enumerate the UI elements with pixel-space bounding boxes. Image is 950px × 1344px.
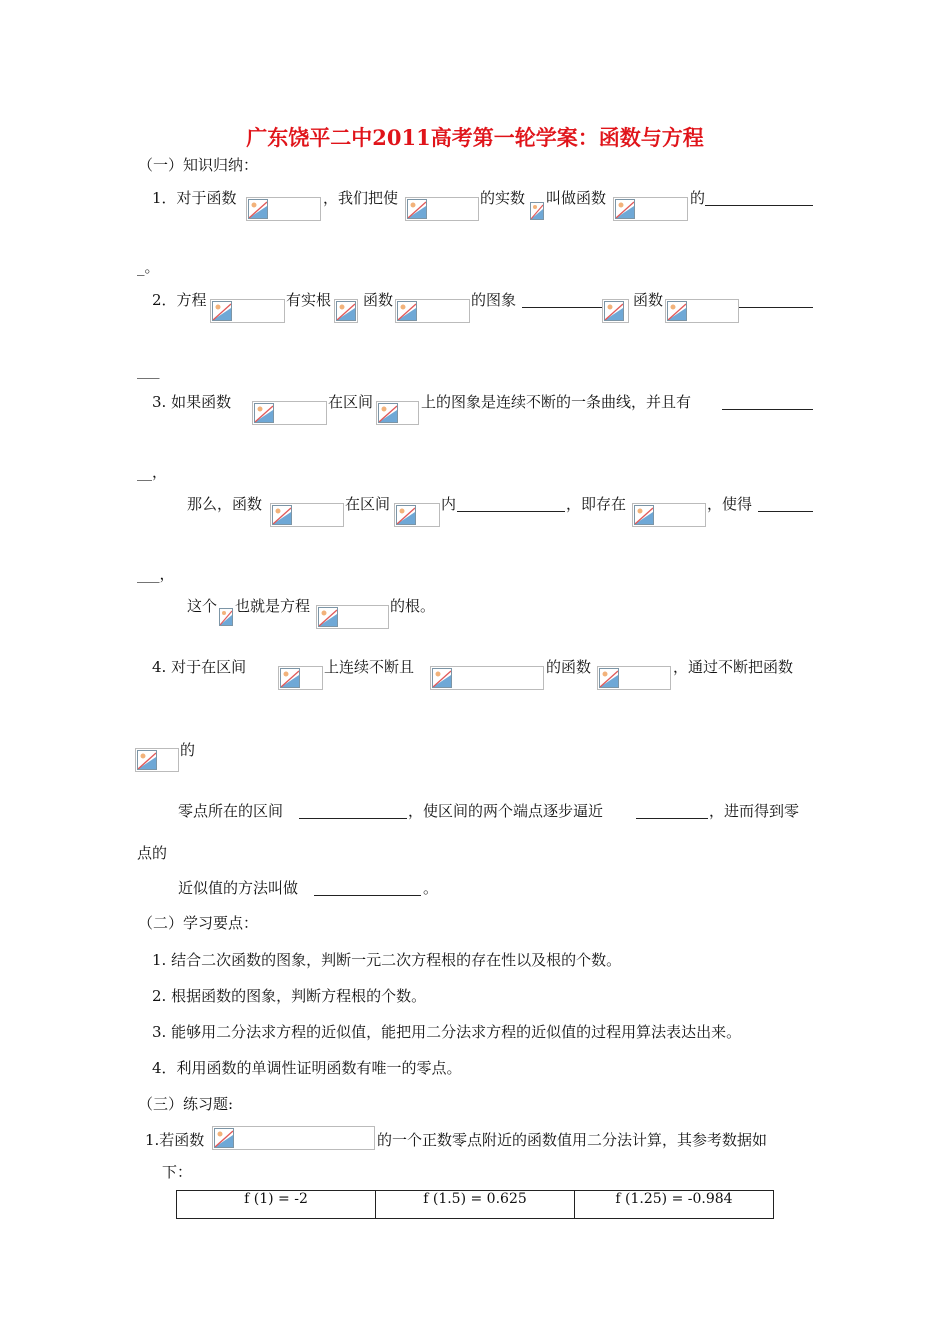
key-point: 1. 结合二次函数的图象，判断一元二次方程根的存在性以及根的个数。 [152, 951, 622, 969]
q2-text-e: 函数 [633, 291, 664, 309]
broken-image-icon [137, 750, 157, 770]
blank-line [457, 511, 565, 512]
broken-image-icon [248, 199, 268, 219]
blank-line [739, 307, 813, 308]
q4-text-j: 近似值的方法叫做 [178, 879, 299, 897]
table-cell: f (1.25) = -0.984 [575, 1191, 774, 1219]
broken-image-icon [407, 199, 427, 219]
broken-image-icon [336, 301, 356, 321]
section-heading-knowledge: （一）知识归纳： [138, 156, 259, 174]
formula-image [395, 299, 470, 323]
table-cell: f (1) = -2 [177, 1191, 376, 1219]
broken-image-icon [219, 608, 233, 626]
q3-text-e: 在区间 [345, 495, 391, 513]
blank-line [636, 818, 708, 819]
q1-tail: _。 [137, 258, 160, 276]
q3-text-g: ，即存在 [566, 495, 627, 513]
blank-line [722, 409, 813, 410]
formula-image [665, 299, 739, 323]
formula-image [613, 197, 688, 221]
q2-text-c: 函数 [363, 291, 394, 309]
broken-image-icon [397, 301, 417, 321]
broken-image-icon [318, 607, 338, 627]
formula-image [405, 197, 479, 221]
broken-image-icon [604, 301, 624, 321]
broken-image-icon [667, 301, 687, 321]
q2-text-d: 的图象 [471, 291, 517, 309]
exercise-text-b: 的一个正数零点附近的函数值用二分法计算，其参考数据如 [377, 1131, 768, 1149]
broken-image-icon [272, 505, 292, 525]
q2-tail: ___ [137, 361, 160, 379]
broken-image-icon [212, 301, 232, 321]
formula-image [270, 503, 344, 527]
formula-image [252, 401, 327, 425]
q4-text-f: 零点所在的区间 [178, 802, 284, 820]
q4-text-b: 上连续不断且 [324, 658, 415, 676]
broken-image-icon [432, 668, 452, 688]
formula-image [632, 503, 706, 527]
blank-line [299, 818, 407, 819]
table-cell: f (1.5) = 0.625 [376, 1191, 575, 1219]
key-point: 2. 根据函数的图象，判断方程根的个数。 [152, 987, 427, 1005]
q4-text-k: 。 [423, 879, 439, 897]
q1-text-d: 叫做函数 [546, 189, 607, 207]
q4-text-c: 的函数 [546, 658, 592, 676]
formula-image [278, 666, 323, 690]
exercise-text-a: 1.若函数 [145, 1131, 205, 1149]
q3-text-d: 那么，函数 [187, 495, 263, 513]
q3-text-b: 在区间 [328, 393, 374, 411]
q4-text-h: ，进而得到零 [709, 802, 800, 820]
formula-image [430, 666, 544, 690]
broken-image-icon [615, 199, 635, 219]
q2-text-b: 有实根 [286, 291, 332, 309]
q4-text-e: 的 [180, 741, 196, 759]
q3-tail2: ___， [137, 565, 175, 583]
broken-image-icon [634, 505, 654, 525]
formula-image [334, 299, 358, 323]
page-title: 广东饶平二中2011高考第一轮学案：函数与方程 [246, 125, 704, 150]
q4-text-a: 4. 对于在区间 [152, 658, 247, 676]
broken-image-icon [530, 202, 544, 220]
broken-image-icon [599, 668, 619, 688]
blank-line [314, 895, 421, 896]
q3-text-f: 内 [441, 495, 457, 513]
q2-text-a: 2．方程 [152, 291, 207, 309]
q1-text-a: 1．对于函数 [152, 189, 237, 207]
q3-text-c: 上的图象是连续不断的一条曲线，并且有 [421, 393, 692, 411]
q3-text-i: 这个 [187, 597, 218, 615]
section-heading-key-points: （二）学习要点： [138, 914, 259, 932]
formula-image [394, 503, 440, 527]
q3-text-h: ，使得 [707, 495, 753, 513]
broken-image-icon [280, 668, 300, 688]
formula-image [376, 401, 419, 425]
q4-text-d: ，通过不断把函数 [673, 658, 794, 676]
section-heading-exercises: （三）练习题: [138, 1095, 234, 1113]
formula-image [602, 299, 629, 323]
q3-tail1: __， [137, 463, 168, 481]
key-point: 4．利用函数的单调性证明函数有唯一的零点。 [152, 1059, 462, 1077]
q3-text-k: 的根。 [390, 597, 436, 615]
q1-text-b: ，我们把使 [323, 189, 399, 207]
broken-image-icon [214, 1128, 234, 1148]
blank-line [705, 205, 813, 206]
blank-line [758, 511, 813, 512]
q3-text-a: 3. 如果函数 [152, 393, 232, 411]
broken-image-icon [378, 403, 398, 423]
broken-image-icon [254, 403, 274, 423]
formula-image [597, 666, 671, 690]
formula-image [246, 197, 321, 221]
key-point: 3. 能够用二分法求方程的近似值，能把用二分法求方程的近似值的过程用算法表达出来。 [152, 1023, 742, 1041]
formula-image [135, 748, 179, 772]
formula-image [210, 299, 285, 323]
exercise-text-c: 下： [162, 1163, 193, 1181]
blank-line [522, 307, 602, 308]
broken-image-icon [396, 505, 416, 525]
formula-image [212, 1126, 375, 1150]
q4-text-g: ，使区间的两个端点逐步逼近 [408, 802, 604, 820]
q3-text-j: 也就是方程 [235, 597, 311, 615]
formula-image [316, 605, 389, 629]
table-row [177, 1191, 774, 1219]
q1-text-e: 的 [690, 189, 706, 207]
reference-data-table [176, 1190, 774, 1219]
q4-text-i: 点的 [137, 844, 168, 862]
q1-text-c: 的实数 [480, 189, 526, 207]
